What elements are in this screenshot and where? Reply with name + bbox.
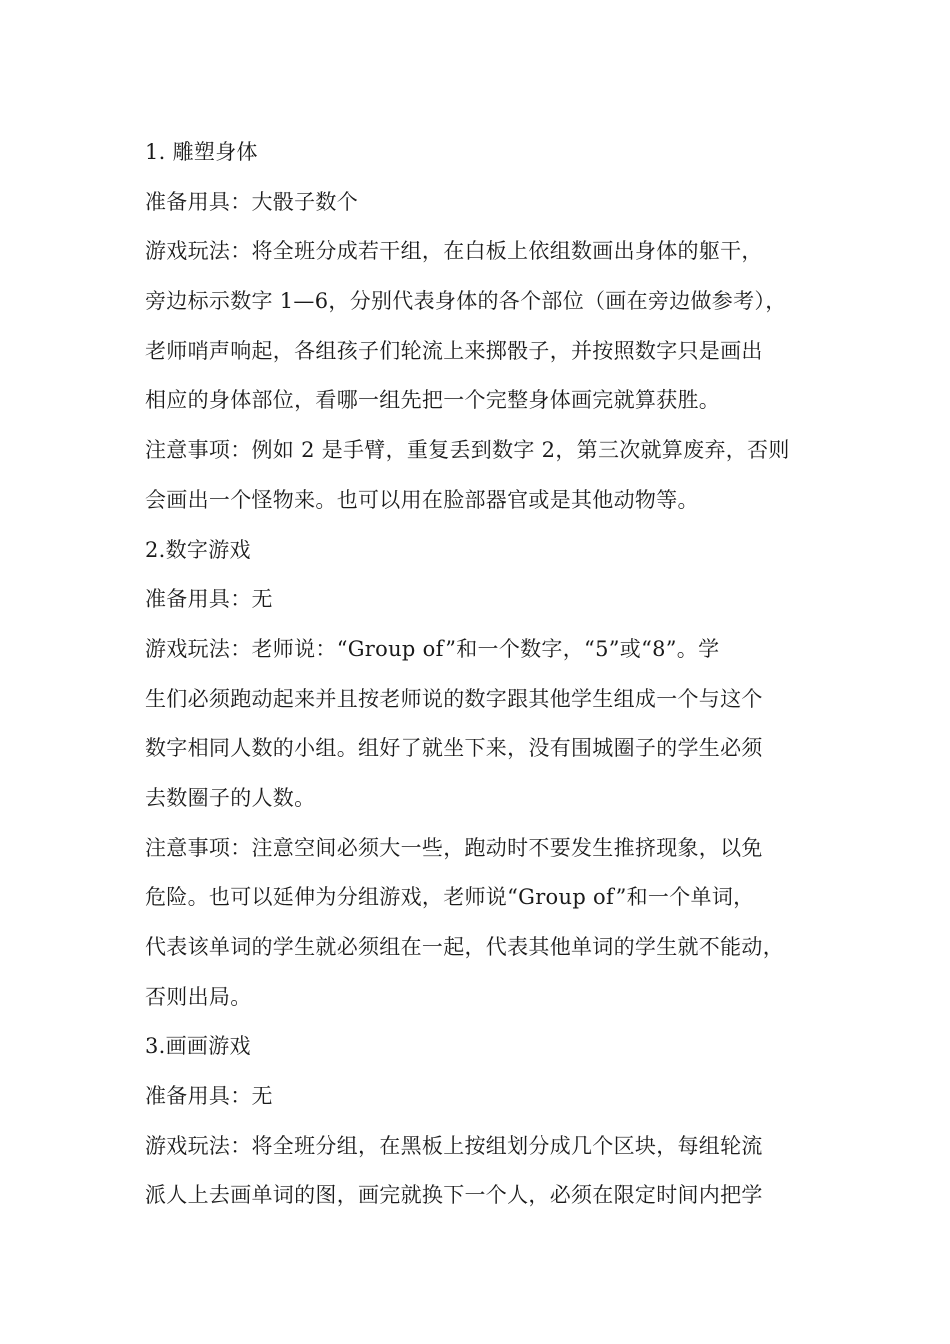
gameplay-line-2d: 去数圈子的人数。 (145, 785, 316, 810)
materials-line-1: 准备用具：大骰子数个 (145, 189, 358, 214)
gameplay-line-1c: 老师哨声响起，各组孩子们轮流上来掷骰子，并按照数字只是画出 (145, 338, 763, 363)
notes-line-2d: 否则出局。 (145, 984, 252, 1009)
gameplay-line-3a: 游戏玩法：将全班分组，在黑板上按组划分成几个区块，每组轮流 (145, 1133, 763, 1158)
materials-line-3: 准备用具：无 (145, 1084, 273, 1109)
document-body (145, 128, 825, 1221)
notes-line-2a: 注意事项：注意空间必须大一些，跑动时不要发生推挤现象，以免 (145, 835, 763, 860)
gameplay-line-1b: 旁边标示数字 1—6，分别代表身体的各个部位（画在旁边做参考）， (145, 289, 787, 314)
gameplay-line-1d: 相应的身体部位，看哪一组先把一个完整身体画完就算获胜。 (145, 388, 721, 413)
section-title-2: 2.数字游戏 (145, 537, 251, 562)
section-title-1: 1. 雕塑身体 (145, 140, 258, 164)
notes-line-2c: 代表该单词的学生就必须组在一起，代表其他单词的学生就不能动， (145, 935, 784, 959)
materials-line-2: 准备用具：无 (145, 587, 273, 612)
gameplay-line-2b: 生们必须跑动起来并且按老师说的数字跟其他学生组成一个与这个 (145, 686, 763, 711)
gameplay-line-2c: 数字相同人数的小组。组好了就坐下来，没有围城圈子的学生必须 (145, 736, 763, 761)
gameplay-line-2a: 游戏玩法：老师说：“Group of”和一个数字，“5”或“8”。学 (145, 636, 720, 661)
gameplay-line-3b: 派人上去画单词的图，画完就换下一个人，必须在限定时间内把学 (145, 1183, 763, 1208)
gameplay-line-1a: 游戏玩法：将全班分成若干组，在白板上依组数画出身体的躯干， (145, 239, 763, 264)
notes-line-1a: 注意事项：例如 2 是手臂，重复丢到数字 2，第三次就算废弃，否则 (145, 438, 790, 463)
section-title-3: 3.画画游戏 (145, 1034, 251, 1059)
notes-line-2b: 危险。也可以延伸为分组游戏，老师说“Group of”和一个单词， (145, 885, 755, 910)
notes-line-1b: 会画出一个怪物来。也可以用在脸部器官或是其他动物等。 (145, 487, 699, 512)
